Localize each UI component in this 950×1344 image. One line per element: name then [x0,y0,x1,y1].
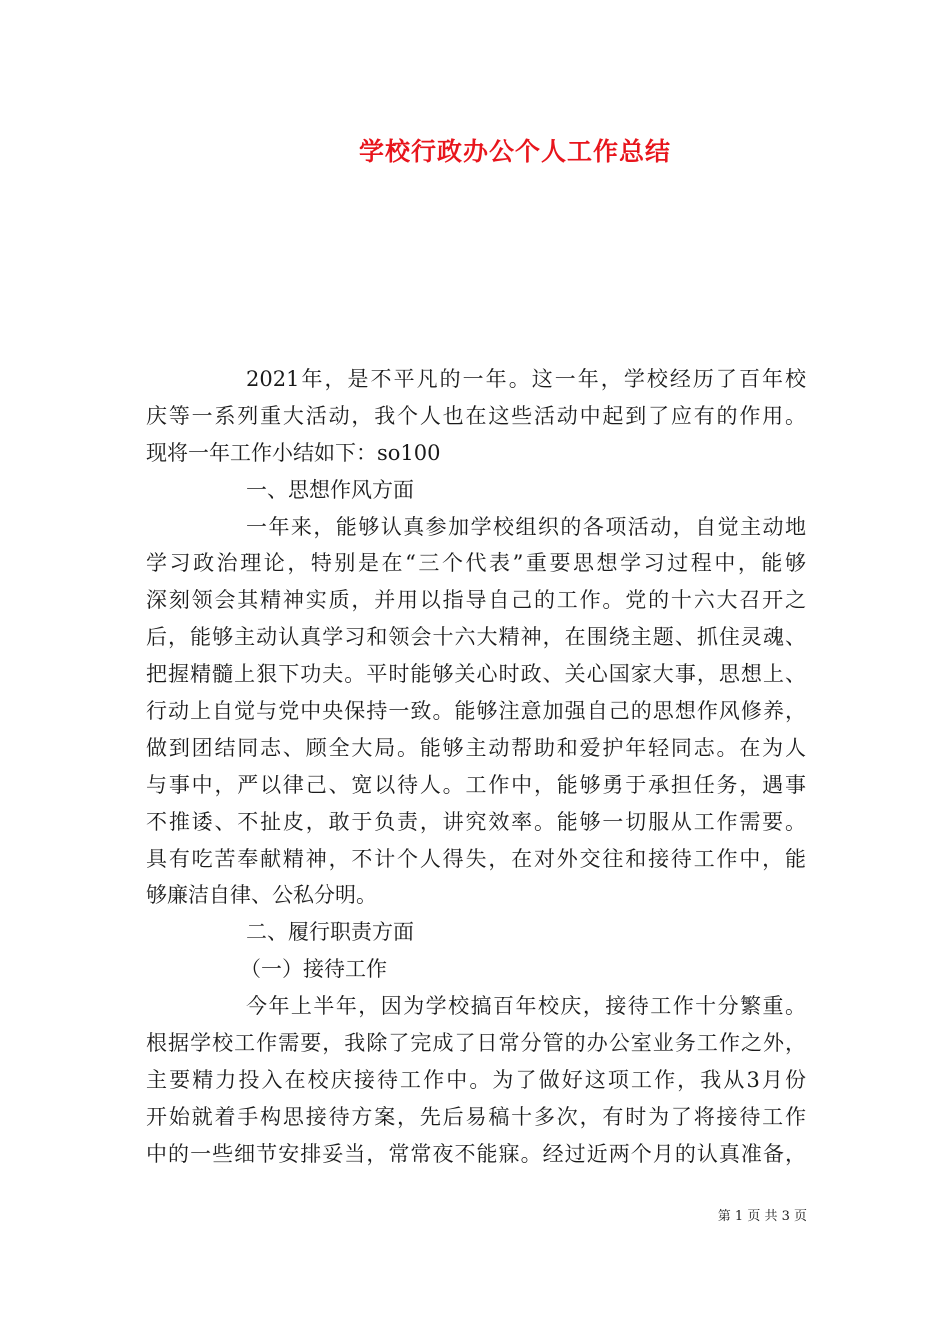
paragraph-line: 庆等一系列重大活动，我个人也在这些活动中起到了应有的作用。 [146,403,806,428]
paragraph-line: 中的一些细节安排妥当，常常夜不能寐。经过近两个月的认真准备， [146,1141,806,1166]
paragraph-line: 做到团结同志、顾全大局。能够主动帮助和爱护年轻同志。在为人 [146,735,806,760]
paragraph-line: 够廉洁自律、公私分明。 [146,883,377,908]
paragraph-line: 现将一年工作小结如下：so100 [146,440,441,465]
paragraph-line: 2021年，是不平凡的一年。这一年，学校经历了百年校 [246,367,806,391]
paragraph-line: 一年来，能够认真参加学校组织的各项活动，自觉主动地 [246,514,806,539]
page-number: 第 1 页 共 3 页 [717,1209,807,1224]
paragraph-line: 开始就着手构思接待方案，先后易稿十多次，有时为了将接待工作 [146,1104,806,1129]
document-body [146,361,806,1173]
document-title: 学校行政办公个人工作总结 [358,137,671,166]
paragraph-line: 主要精力投入在校庆接待工作中。为了做好这项工作，我从3月份 [146,1067,806,1092]
paragraph-line: 学习政治理论，特别是在“三个代表”重要思想学习过程中，能够 [146,551,806,576]
section-heading: 二、履行职责方面 [246,920,414,945]
paragraph-line: 与事中，严以律己、宽以待人。工作中，能够勇于承担任务，遇事 [146,772,806,797]
paragraph-line: 后，能够主动认真学习和领会十六大精神，在围绕主题、抓住灵魂、 [146,625,806,650]
paragraph-line: 具有吃苦奉献精神，不计个人得失，在对外交往和接待工作中，能 [146,846,806,871]
subsection-heading: （一）接待工作 [240,957,387,982]
paragraph-line: 今年上半年，因为学校搞百年校庆，接待工作十分繁重。 [246,994,806,1019]
section-heading: 一、思想作风方面 [246,477,414,502]
paragraph-line: 深刻领会其精神实质，并用以指导自己的工作。党的十六大召开之 [146,588,806,613]
paragraph-line: 行动上自觉与党中央保持一致。能够注意加强自己的思想作风修养， [146,699,806,724]
paragraph-line: 不推诿、不扯皮，敢于负责，讲究效率。能够一切服从工作需要。 [146,809,806,834]
paragraph-line: 根据学校工作需要，我除了完成了日常分管的办公室业务工作之外， [146,1031,806,1056]
paragraph-line: 把握精髓上狠下功夫。平时能够关心时政、关心国家大事，思想上、 [146,662,806,687]
